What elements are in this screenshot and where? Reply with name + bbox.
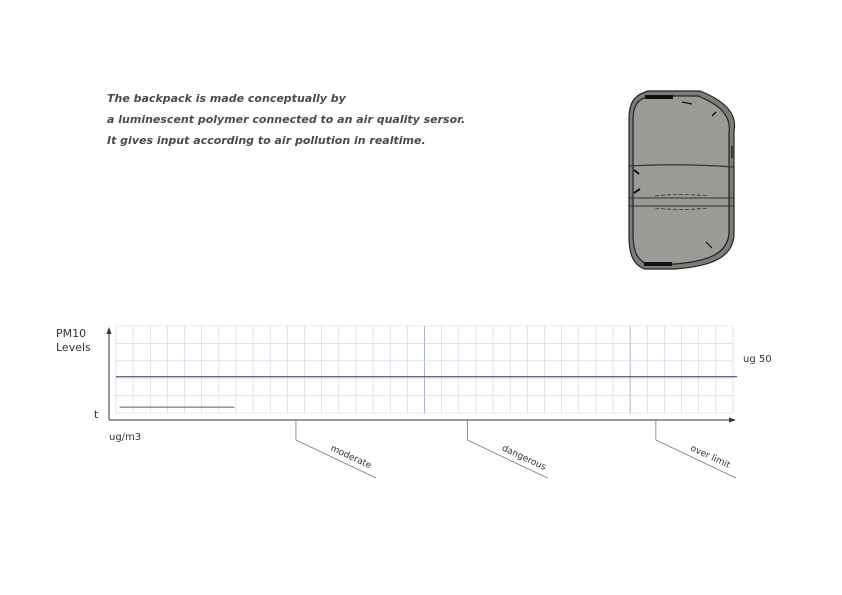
y-axis-label-line-2: Levels <box>56 341 91 354</box>
y-axis-arrow <box>107 327 112 334</box>
threshold-label: ug 50 <box>743 354 772 365</box>
annotation-callout <box>656 420 736 478</box>
description-line-3: It gives input according to air pollution in realtime. <box>107 134 426 147</box>
y-axis-tick-label: t <box>94 408 99 421</box>
annotation-callout <box>467 420 547 478</box>
annotation-label-1: moderate <box>328 443 373 472</box>
chart-grid <box>116 326 733 413</box>
y-axis-label-line-1: PM10 <box>56 327 87 340</box>
annotation-label-2: dangerous <box>500 443 548 473</box>
annotation-label-3: over limit <box>688 443 732 471</box>
x-axis-arrow <box>729 418 736 423</box>
chart-axes <box>107 327 737 423</box>
chart-annotations <box>296 420 736 478</box>
annotation-callout <box>296 420 376 478</box>
description-line-1: The backpack is made conceptually by <box>107 92 346 105</box>
x-axis-label: ug/m3 <box>109 432 142 443</box>
chart-series-group <box>116 377 737 407</box>
description-line-2: a luminescent polymer connected to an air quality sersor. <box>107 113 466 126</box>
